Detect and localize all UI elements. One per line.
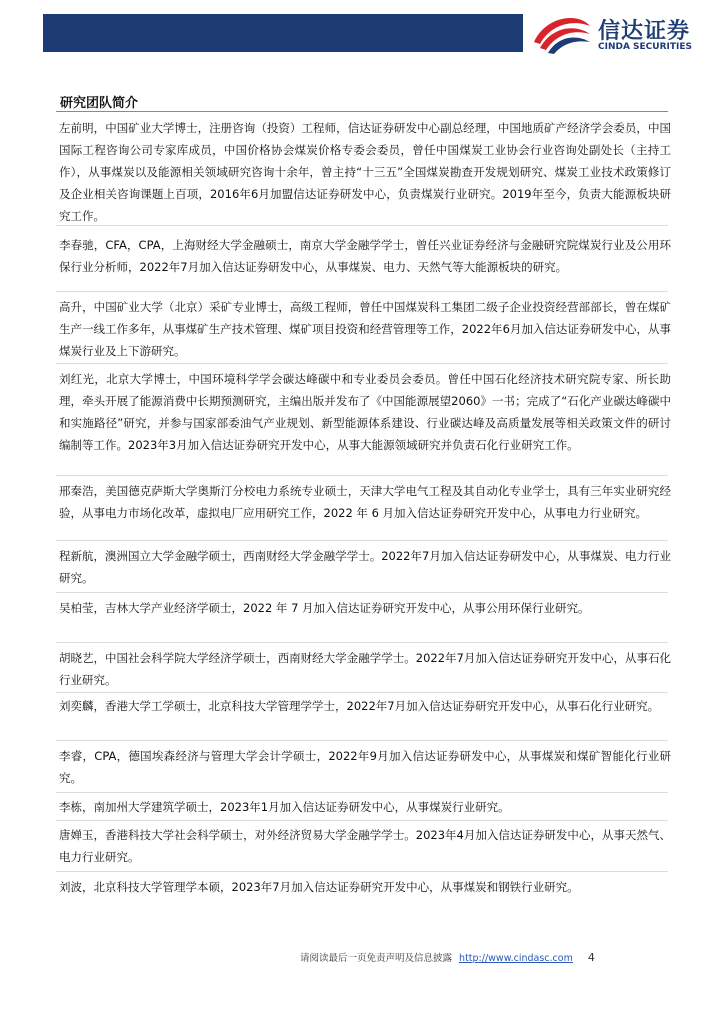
section-title: 研究团队简介 [60, 96, 139, 111]
footer-link[interactable]: http://www.cindasc.com [459, 953, 573, 964]
analyst-bio: 李睿，CPA，德国埃森经济与管理大学会计学硕士，2022年9月加入信达证券研发中心，从事煤炭和煤矿智能化行业研究。 [59, 749, 671, 785]
divider [56, 225, 668, 226]
analyst-bio: 高升，中国矿业大学（北京）采矿专业博士，高级工程师，曾任中国煤炭科工集团二级子企业投资经营部部长，曾在煤矿生产一线工作多年，从事煤矿生产技术管理、煤矿项目投资和经营管理等工作，2022年6月加入信达证券研发中心，从事煤炭行业及上下游研究。 [59, 300, 671, 358]
divider [56, 820, 668, 821]
footer-disclaimer: 请阅读最后一页免责声明及信息披露 [300, 953, 453, 964]
logo-icon [530, 12, 594, 56]
divider [56, 792, 668, 793]
analyst-bio: 左前明，中国矿业大学博士，注册咨询（投资）工程师，信达证券研发中心副总经理，中国地质矿产经济学会委员，中国国际工程咨询公司专家库成员，中国价格协会煤炭价格专委会委员，曾任中国煤炭工业协会行业咨询处副处长（主持工作），从事煤炭以及能源相关领域研究咨询十余年，曾主持“十三五”全国煤炭勘查开发规划研究、煤炭工业技术政策修订及企业相关咨询课题上百项，2016年6月加盟信达证券研发中心，负责煤炭行业研究。2019年至今，负责大能源板块研究工作。 [59, 121, 671, 223]
logo-text: 信达证券 [598, 19, 691, 44]
divider [56, 692, 668, 693]
analyst-bio: 邢秦浩，美国德克萨斯大学奥斯汀分校电力系统专业硕士，天津大学电气工程及其自动化专业学士，具有三年实业研究经验，从事电力市场化改革，虚拟电厂应用研究工作，2022 年 6 月加入信达证券研究开发中心，从事电力行业研究。 [59, 484, 671, 520]
analyst-bio: 李春驰，CFA，CPA，上海财经大学金融硕士，南京大学金融学学士，曾任兴业证券经济与金融研究院煤炭行业及公用环保行业分析师，2022年7月加入信达证券研发中心，从事煤炭、电力、天然气等大能源板块的研究。 [59, 238, 671, 274]
header-bar [43, 14, 523, 52]
divider [56, 363, 668, 364]
analyst-bio: 李栋，南加州大学建筑学硕士，2023年1月加入信达证券研发中心，从事煤炭行业研究。 [59, 800, 510, 814]
analyst-bio: 唐婵玉，香港科技大学社会科学硕士，对外经济贸易大学金融学学士。2023年4月加入信达证券研发中心，从事天然气、电力行业研究。 [59, 828, 671, 864]
divider [56, 642, 668, 643]
analyst-bio: 胡晓艺，中国社会科学院大学经济学硕士，西南财经大学金融学学士。2022年7月加入信达证券研究开发中心，从事石化行业研究。 [59, 651, 671, 687]
title-divider [56, 111, 668, 112]
logo-subtext: CINDA SECURITIES [598, 42, 692, 52]
divider [56, 592, 668, 593]
analyst-bio: 程新航，澳洲国立大学金融学硕士，西南财经大学金融学学士。2022年7月加入信达证券研发中心，从事煤炭、电力行业研究。 [59, 549, 671, 585]
analyst-bio: 吴柏莹，吉林大学产业经济学硕士，2022 年 7 月加入信达证券研究开发中心，从事公用环保行业研究。 [59, 601, 590, 615]
page-number: 4 [587, 951, 595, 964]
page-footer [300, 950, 680, 964]
divider [56, 291, 668, 292]
analyst-bio: 刘奕麟，香港大学工学硕士，北京科技大学管理学学士，2022年7月加入信达证券研究开发中心，从事石化行业研究。 [59, 699, 660, 713]
analyst-bio: 刘波，北京科技大学管理学本硕，2023年7月加入信达证券研究开发中心，从事煤炭和钢铁行业研究。 [59, 880, 579, 894]
analyst-bio: 刘红光，北京大学博士，中国环境科学学会碳达峰碳中和专业委员会委员。曾任中国石化经济技术研究院专家、所长助理，牵头开展了能源消费中长期预测研究，主编出版并发布了《中国能源展望2060》一书；完成了“石化产业碳达峰碳中和实施路径”研究，并参与国家部委油气产业规划、新型能源体系建设、行业碳达峰及高质量发展等相关政策文件的研讨编制等工作。2023年3月加入信达证券研究开发中心，从事大能源领域研究并负责石化行业研究工作。 [59, 372, 671, 452]
divider [56, 740, 668, 741]
divider [56, 540, 668, 541]
divider [56, 475, 668, 476]
company-logo [530, 12, 710, 58]
divider [56, 871, 668, 872]
